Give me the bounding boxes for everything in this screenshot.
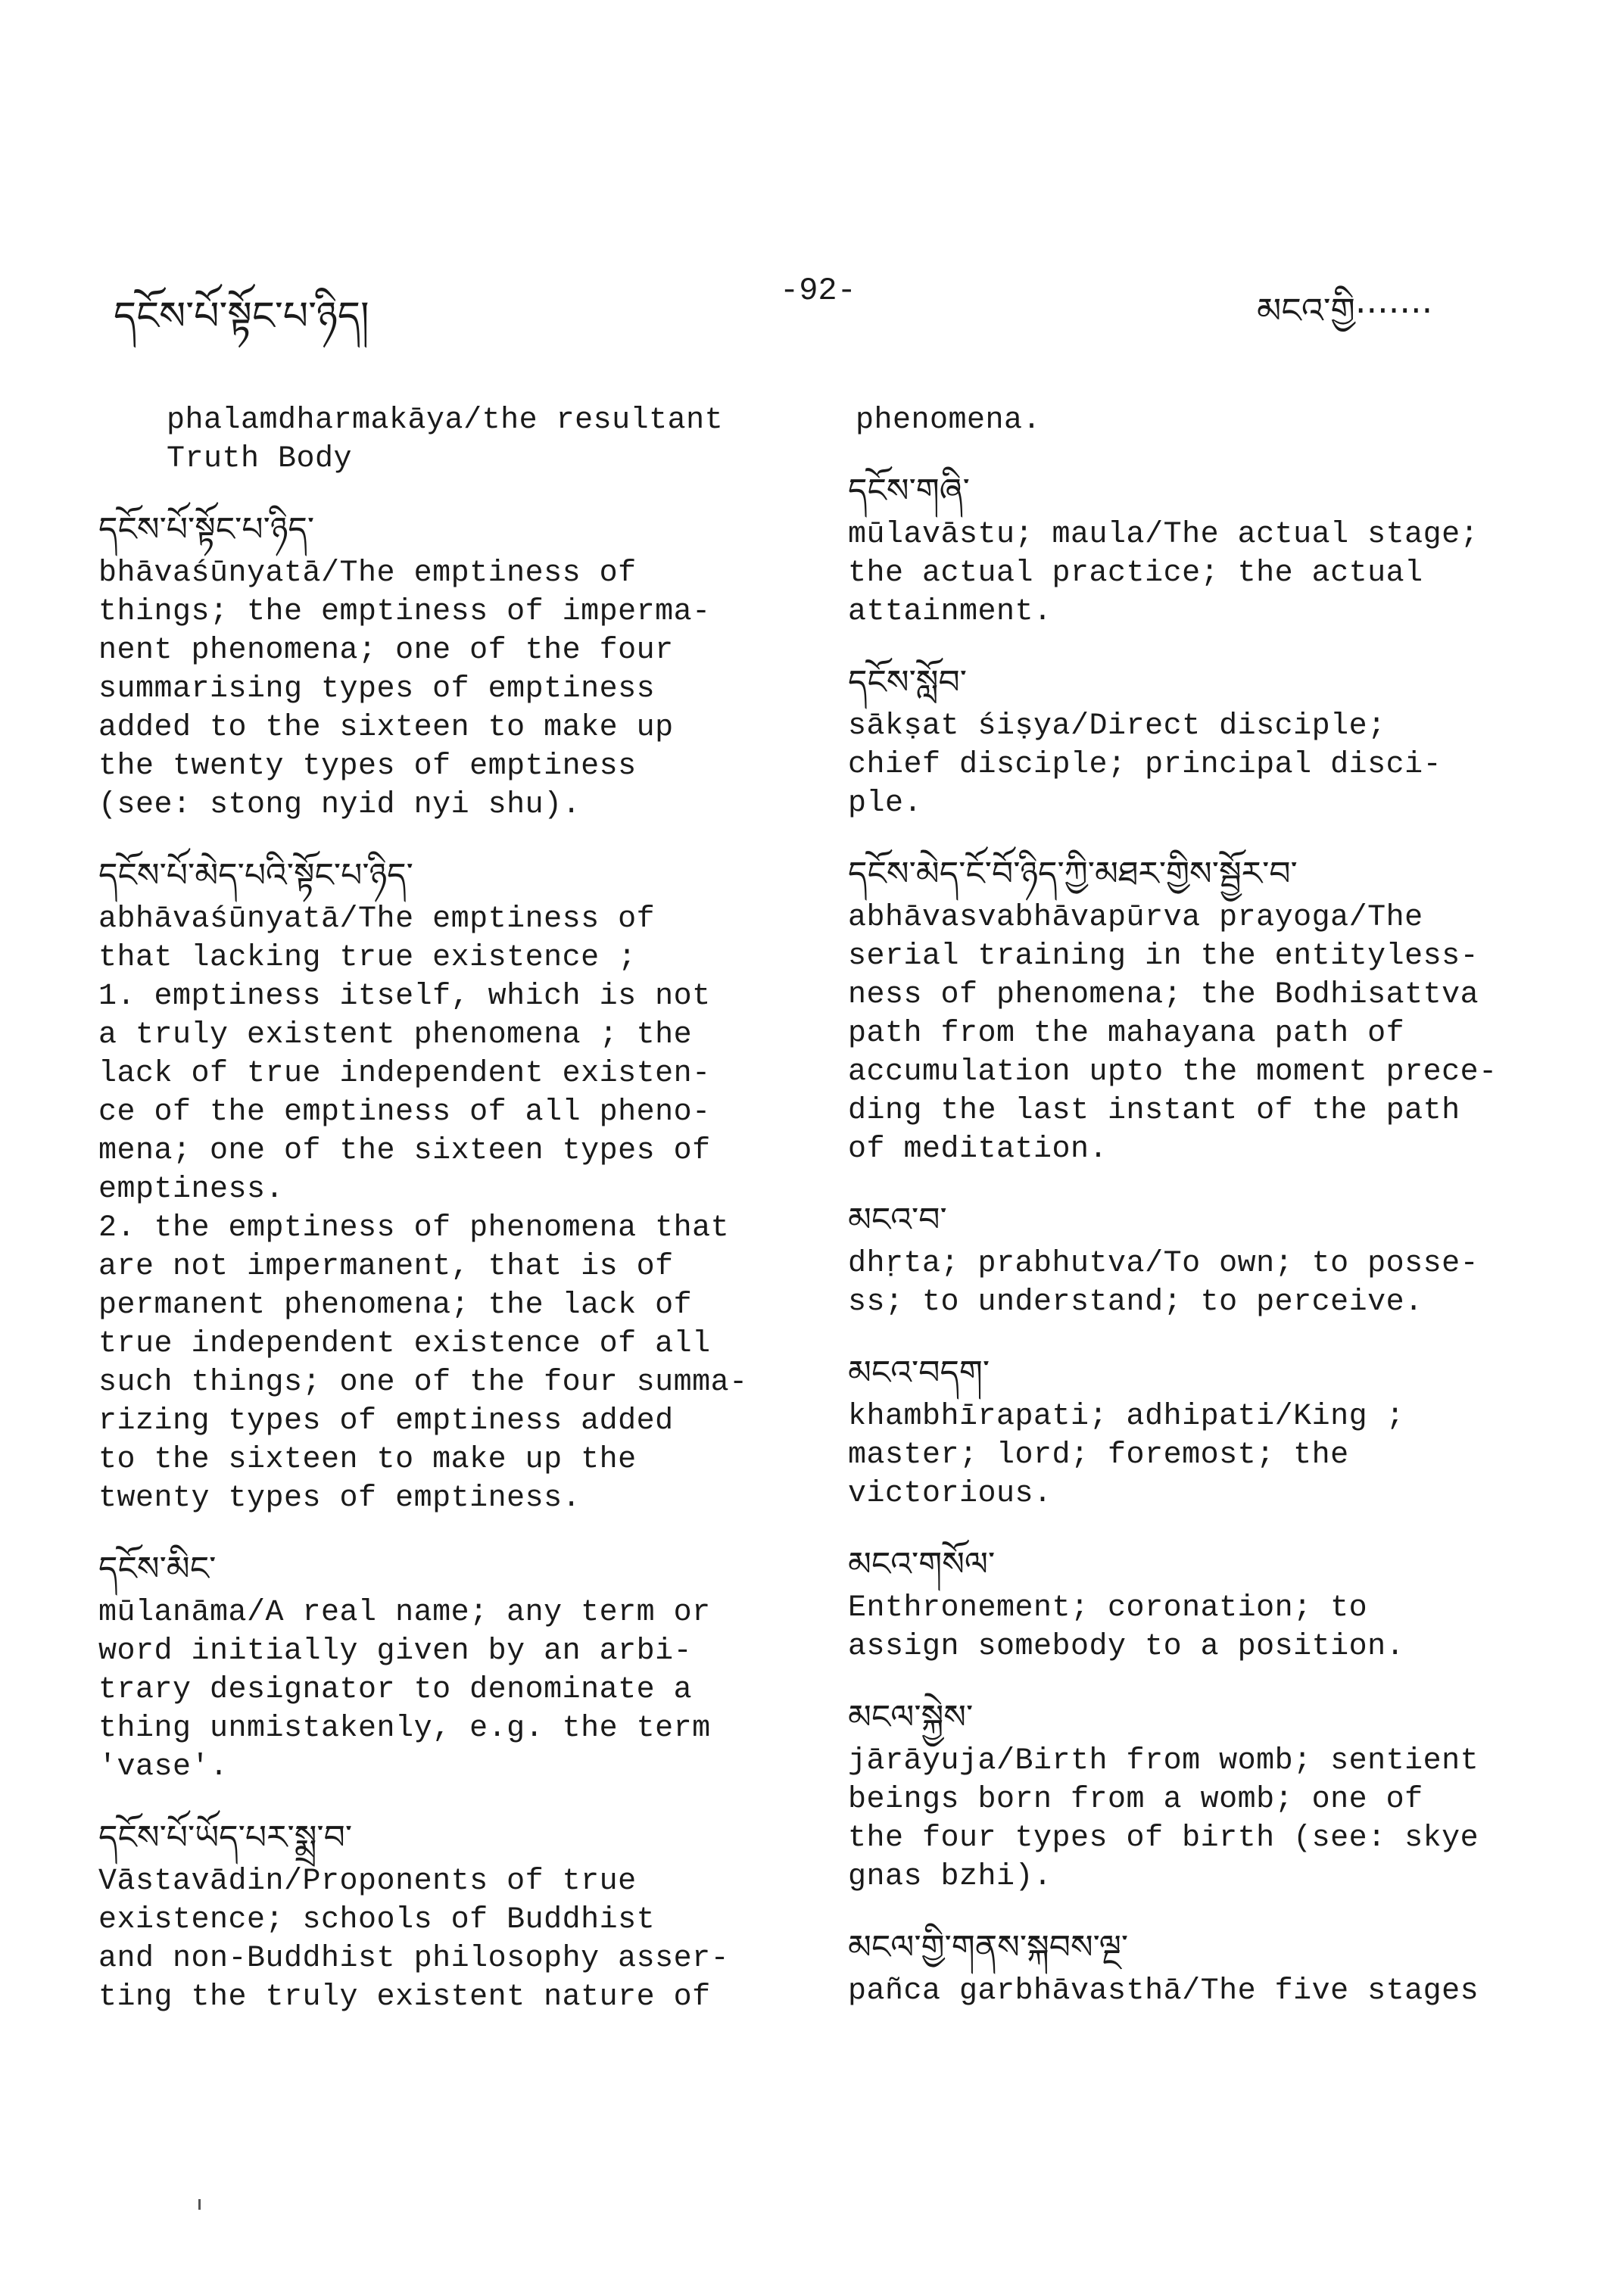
entry-definition: khambhīrapati; adhipati/King ; master; lord; foremost; the victorious. (848, 1400, 1405, 1511)
entry-definition: mūlavāstu; maula/The actual stage; the actual practice; the actual attainment. (848, 518, 1479, 629)
entry-definition: phalamdharmakāya/the resultant Truth Body (167, 403, 724, 476)
entry-headword: དངོས་པོ་སྟོང་པ་ཉིད་ (98, 510, 315, 549)
entry-definition: abhāvaśūnyatā/The emptiness of that lacking true existence ; 1. emptiness itself, which is not a truly existent phenomena ; the lack of true independent existen- ce of the emptiness of all pheno- mena; one of the sixteen types of emptiness. 2. the emptiness of phenomena that are not impermanent, that is of permanent phenomena; the lack of true independent existence of all such things; one of the four summa- rizing types of emptiness added to the sixteen to make up the twenty types of emptiness. (98, 902, 748, 1516)
entry-headword: མངལ་སྐྱེས་ (848, 1698, 974, 1737)
dictionary-entry (98, 852, 780, 1518)
entry-headword: དངོས་མེད་ངོ་བོ་ཉིད་ཀྱི་མཐར་གྱིས་སྦྱོར་བ་ (848, 855, 1298, 893)
left-column (98, 401, 780, 2044)
dictionary-entry (98, 1545, 780, 1787)
entry-definition: pañca garbhāvasthā/The five stages (848, 1974, 1479, 2008)
scan-speck (198, 2199, 201, 2210)
entry-definition: sākṣat śiṣya/Direct disciple; chief disciple; principal disci- ple. (848, 709, 1442, 821)
entry-headword: དངོས་པོ་ཡོད་པར་སྨྲ་བ་ (98, 1818, 353, 1857)
entry-headword: དངོས་པོ་མེད་པའི་སྟོང་པ་ཉིད་ (98, 856, 413, 895)
entry-definition: abhāvasvabhāvapūrva prayoga/The serial training in the entityless- ness of phenomena; the Bodhisattva path from the mahayana path of accumulation upto the moment prece- ding the last instant of the path of meditation. (848, 901, 1498, 1167)
entry-headword: མངའ་གསོལ་ (848, 1545, 996, 1584)
entry-continuation (98, 401, 780, 478)
dictionary-entry (848, 1693, 1529, 1896)
header-left-headword: དངོས་པོ་སྟོང་པ་ཉིད། (114, 294, 369, 339)
entry-definition: phenomena. (856, 403, 1042, 438)
dictionary-entry (848, 1349, 1529, 1513)
entry-headword: དངོས་གཞི་ (848, 472, 970, 510)
entry-headword: མངལ་གྱི་གནས་སྐབས་ལྔ་ (848, 1928, 1129, 1967)
dictionary-entry (848, 467, 1529, 631)
entry-headword: མངའ་བདག་ (848, 1354, 990, 1392)
dictionary-entry (848, 1541, 1529, 1666)
page-number: -92- (780, 273, 856, 309)
entry-headword: དངོས་མིང་ (98, 1550, 217, 1588)
dictionary-entry (98, 506, 780, 824)
dictionary-entry (848, 1196, 1529, 1322)
entry-definition: Vāstavādin/Proponents of true existence; schools of Buddhist and non-Buddhist philosophy asser- ting the truly existent nature of (98, 1865, 730, 2014)
entry-definition: dhṛta; prabhutva/To own; to posse- ss; to understand; to perceive. (848, 1247, 1479, 1319)
dictionary-entry (848, 1924, 1529, 2011)
right-column (848, 401, 1529, 2038)
entry-headword: དངོས་སློབ་ (848, 663, 967, 702)
entry-definition: jārāyuja/Birth from womb; sentient beings born from a womb; one of the four types of birth (see: skye gnas bzhi). (848, 1744, 1479, 1894)
entry-definition: bhāvaśūnyatā/The emptiness of things; the emptiness of imperma- nent phenomena; one of the four summarising types of emptiness added to the sixteen to make up the twenty types of emptiness (see: stong nyid nyi shu). (98, 556, 711, 822)
running-header (0, 273, 1624, 339)
dictionary-entry (848, 659, 1529, 823)
entry-definition: mūlanāma/A real name; any term or word initially given by an arbi- trary designator to denominate a thing unmistakenly, e.g. the term 'vase'. (98, 1596, 711, 1784)
entry-headword: མངའ་བ་ (848, 1201, 947, 1239)
dictionary-entry (848, 850, 1529, 1169)
entry-definition: Enthronement; coronation; to assign somebody to a position. (848, 1591, 1405, 1664)
header-right-headword: མངའ་གྱི······· (1257, 290, 1433, 331)
dictionary-entry (98, 1814, 780, 2017)
entry-continuation (848, 401, 1529, 440)
